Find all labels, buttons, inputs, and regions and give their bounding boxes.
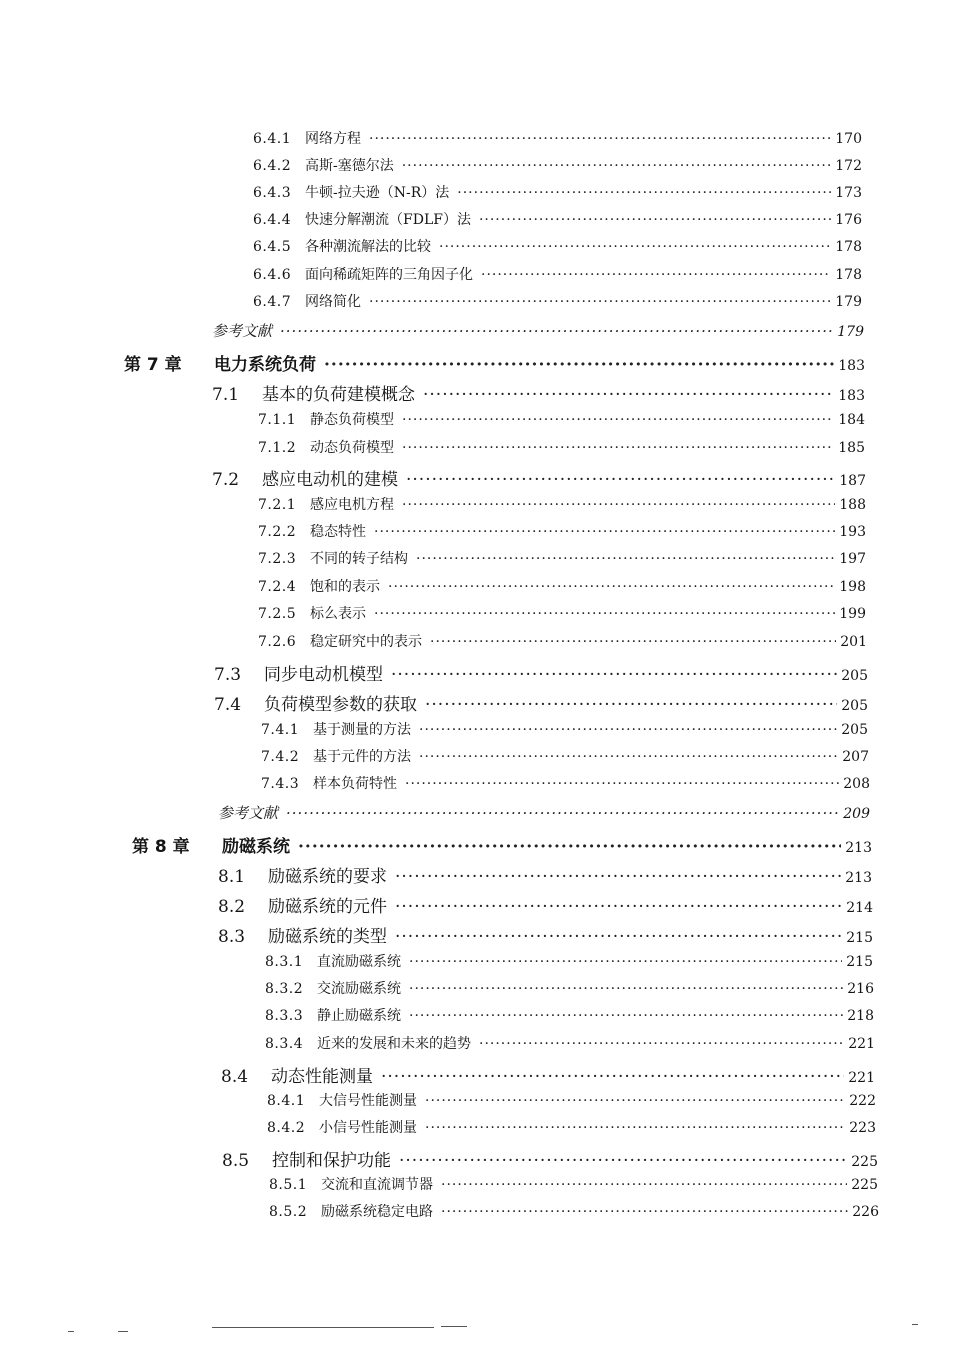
leader-dots — [425, 1093, 845, 1109]
entry-title: 励磁系统稳定电路 — [321, 1204, 433, 1220]
leader-dots — [409, 1008, 843, 1024]
leader-dots — [425, 1120, 845, 1136]
section-title: 励磁系统的类型 — [268, 927, 387, 947]
section-number: 8.2 — [218, 897, 246, 917]
page-number: 209 — [843, 806, 870, 822]
entry-number: 7.2.6 — [258, 634, 297, 650]
page-number: 197 — [839, 551, 866, 567]
leader-dots — [416, 551, 835, 567]
chapter-title: 励磁系统 — [222, 837, 290, 857]
entry-title: 小信号性能测量 — [319, 1120, 417, 1136]
section-number: 7.4 — [214, 695, 242, 715]
entry-title: 近来的发展和未来的趋势 — [317, 1036, 471, 1052]
scan-artifact — [212, 1327, 434, 1328]
entry-number: 6.4.2 — [253, 158, 292, 174]
page-number: 193 — [839, 524, 866, 540]
leader-dots — [369, 294, 831, 310]
entry-title: 大信号性能测量 — [319, 1093, 417, 1109]
entry-number: 6.4.4 — [253, 212, 292, 228]
entry-title: 直流励磁系统 — [317, 954, 401, 970]
toc-entry — [258, 521, 866, 541]
toc-entry — [267, 1117, 876, 1137]
page-number: 199 — [839, 606, 866, 622]
page-number: 178 — [835, 239, 862, 255]
scan-artifact — [441, 1326, 467, 1327]
entry-title: 感应电机方程 — [310, 497, 394, 513]
leader-dots — [324, 355, 834, 375]
toc-entry — [258, 576, 866, 596]
section-title: 感应电动机的建模 — [262, 470, 398, 490]
page-number: 218 — [847, 1008, 874, 1024]
toc-entry — [253, 128, 862, 148]
entry-title: 网络方程 — [305, 131, 361, 147]
section-number: 8.3 — [218, 927, 246, 947]
entry-number: 6.4.3 — [253, 185, 292, 201]
leader-dots — [402, 412, 834, 428]
section-title: 励磁系统的元件 — [268, 897, 387, 917]
toc-chapter-entry — [124, 350, 865, 375]
entry-title: 快速分解潮流（FDLF）法 — [305, 212, 471, 228]
toc-entry — [258, 603, 866, 623]
leader-dots — [405, 776, 839, 792]
page-number: 223 — [849, 1120, 876, 1136]
page-number: 184 — [838, 412, 865, 428]
page-number: 216 — [847, 981, 874, 997]
page-number: 183 — [838, 358, 865, 374]
toc-entry — [265, 978, 874, 998]
toc-entry — [261, 746, 869, 766]
toc-section-entry — [218, 862, 872, 887]
page-number: 179 — [835, 294, 862, 310]
toc-entry — [253, 182, 862, 202]
leader-dots — [402, 158, 832, 174]
entry-title: 稳态特性 — [310, 524, 366, 540]
entry-number: 6.4.5 — [253, 239, 292, 255]
entry-number: 6.4.7 — [253, 294, 292, 310]
entry-title: 面向稀疏矩阵的三角因子化 — [305, 267, 473, 283]
page-number: 226 — [852, 1204, 879, 1220]
toc-chapter-entry — [132, 832, 872, 857]
page-number: 213 — [845, 840, 872, 856]
page-number: 215 — [846, 954, 873, 970]
toc-section-entry — [222, 1146, 878, 1171]
entry-title: 基于元件的方法 — [313, 749, 411, 765]
section-number: 7.1 — [212, 385, 240, 405]
entry-number: 7.4.1 — [261, 722, 300, 738]
leader-dots — [479, 1036, 844, 1052]
toc-section-entry — [218, 892, 873, 917]
entry-title: 高斯-塞德尔法 — [305, 158, 394, 174]
entry-number: 7.2.4 — [258, 579, 297, 595]
page-number: 201 — [840, 634, 867, 650]
toc-entry — [261, 719, 868, 739]
entry-title: 参考文献 — [212, 322, 273, 340]
leader-dots — [481, 267, 831, 283]
toc-entry — [258, 631, 867, 651]
leader-dots — [395, 927, 842, 947]
entry-number: 7.1.2 — [258, 440, 297, 456]
leader-dots — [409, 954, 842, 970]
entry-number: 7.2.2 — [258, 524, 297, 540]
leader-dots — [381, 1067, 844, 1087]
entry-number: 6.4.1 — [253, 131, 292, 147]
toc-section-entry — [218, 922, 873, 947]
entry-number: 8.3.1 — [265, 954, 304, 970]
leader-dots — [402, 497, 835, 513]
entry-number: 8.3.2 — [265, 981, 304, 997]
entry-title: 静态负荷模型 — [310, 412, 394, 428]
scan-artifact — [68, 1331, 74, 1332]
toc-entry — [265, 1033, 875, 1053]
entry-number: 8.5.2 — [269, 1204, 308, 1220]
page-number: 225 — [851, 1177, 878, 1193]
page-number: 178 — [835, 267, 862, 283]
entry-number: 8.5.1 — [269, 1177, 308, 1193]
leader-dots — [391, 665, 837, 685]
page-number: 176 — [835, 212, 862, 228]
toc-entry — [253, 236, 862, 256]
entry-title: 标么表示 — [310, 606, 366, 622]
entry-number: 7.2.3 — [258, 551, 297, 567]
toc-entry — [253, 209, 862, 229]
leader-dots — [374, 524, 835, 540]
leader-dots — [430, 634, 836, 650]
page-number: 207 — [842, 749, 869, 765]
entry-title: 饱和的表示 — [310, 579, 380, 595]
toc-entry — [269, 1174, 878, 1194]
leader-dots — [374, 606, 835, 622]
page-number: 205 — [841, 668, 868, 684]
section-number: 8.4 — [221, 1067, 249, 1087]
toc-entry — [267, 1090, 876, 1110]
entry-title: 参考文献 — [218, 804, 279, 822]
toc-section-entry — [212, 465, 866, 490]
toc-entry — [258, 494, 866, 514]
leader-dots — [395, 897, 842, 917]
entry-number: 8.4.2 — [267, 1120, 306, 1136]
toc-entry — [253, 155, 862, 175]
toc-entry — [258, 548, 866, 568]
section-title: 励磁系统的要求 — [268, 867, 387, 887]
leader-dots — [369, 131, 831, 147]
entry-number: 7.4.3 — [261, 776, 300, 792]
page-number: 173 — [835, 185, 862, 201]
page-number: 221 — [848, 1070, 875, 1086]
leader-dots — [399, 1151, 847, 1171]
toc-entry — [265, 951, 873, 971]
toc-entry — [253, 291, 862, 311]
page-number: 183 — [838, 388, 865, 404]
leader-dots — [441, 1177, 847, 1193]
page-number: 215 — [846, 930, 873, 946]
toc-entry — [253, 264, 862, 284]
page-number: 213 — [845, 870, 872, 886]
leader-dots — [441, 1204, 848, 1220]
leader-dots — [286, 804, 839, 822]
page-number: 205 — [841, 722, 868, 738]
leader-dots — [419, 722, 837, 738]
leader-dots — [425, 695, 837, 715]
toc-section-entry — [214, 660, 868, 685]
entry-number: 7.2.5 — [258, 606, 297, 622]
entry-number: 6.4.6 — [253, 267, 292, 283]
leader-dots — [439, 239, 831, 255]
entry-title: 牛顿-拉夫逊（N-R）法 — [305, 185, 450, 201]
leader-dots — [406, 470, 835, 490]
leader-dots — [479, 212, 831, 228]
entry-title: 样本负荷特性 — [313, 776, 397, 792]
scan-artifact — [118, 1331, 128, 1332]
page-number: 222 — [849, 1093, 876, 1109]
section-title: 动态性能测量 — [271, 1067, 373, 1087]
entry-title: 静止励磁系统 — [317, 1008, 401, 1024]
section-title: 负荷模型参数的获取 — [264, 695, 417, 715]
page-number: 205 — [841, 698, 868, 714]
section-number: 8.5 — [222, 1151, 250, 1171]
toc-entry — [258, 409, 865, 429]
section-title: 控制和保护功能 — [272, 1151, 391, 1171]
entry-title: 基于测量的方法 — [313, 722, 411, 738]
page-number: 185 — [838, 440, 865, 456]
leader-dots — [419, 749, 838, 765]
leader-dots — [457, 185, 831, 201]
toc-entry-references — [212, 320, 864, 341]
page-number: 172 — [835, 158, 862, 174]
leader-dots — [423, 385, 834, 405]
toc-entry — [261, 773, 870, 793]
entry-number: 7.1.1 — [258, 412, 297, 428]
page-number: 208 — [843, 776, 870, 792]
leader-dots — [280, 322, 833, 340]
leader-dots — [388, 579, 835, 595]
page-number: 187 — [839, 473, 866, 489]
entry-title: 各种潮流解法的比较 — [305, 239, 431, 255]
entry-title: 不同的转子结构 — [310, 551, 408, 567]
toc-entry — [258, 437, 865, 457]
chapter-number: 第 7 章 — [124, 355, 182, 375]
section-title: 同步电动机模型 — [264, 665, 383, 685]
chapter-title: 电力系统负荷 — [214, 355, 316, 375]
page-number: 188 — [839, 497, 866, 513]
leader-dots — [395, 867, 841, 887]
toc-entry-references — [218, 802, 870, 823]
chapter-number: 第 8 章 — [132, 837, 190, 857]
entry-title: 交流和直流调节器 — [321, 1177, 433, 1193]
toc-entry — [269, 1201, 879, 1221]
page-number: 170 — [835, 131, 862, 147]
entry-number: 8.3.4 — [265, 1036, 304, 1052]
page-number: 225 — [851, 1154, 878, 1170]
page-number: 221 — [848, 1036, 875, 1052]
toc-section-entry — [214, 690, 868, 715]
page-number: 214 — [846, 900, 873, 916]
section-number: 8.1 — [218, 867, 246, 887]
toc-entry — [265, 1005, 874, 1025]
toc-section-entry — [212, 380, 865, 405]
leader-dots — [298, 837, 841, 857]
section-title: 基本的负荷建模概念 — [262, 385, 415, 405]
leader-dots — [402, 440, 834, 456]
entry-number: 8.4.1 — [267, 1093, 306, 1109]
entry-number: 8.3.3 — [265, 1008, 304, 1024]
entry-title: 动态负荷模型 — [310, 440, 394, 456]
page-number: 198 — [839, 579, 866, 595]
entry-title: 网络简化 — [305, 294, 361, 310]
entry-title: 稳定研究中的表示 — [310, 634, 422, 650]
entry-number: 7.2.1 — [258, 497, 297, 513]
page-number: 179 — [837, 324, 864, 340]
section-number: 7.2 — [212, 470, 240, 490]
leader-dots — [409, 981, 843, 997]
entry-title: 交流励磁系统 — [317, 981, 401, 997]
toc-section-entry — [221, 1062, 875, 1087]
section-number: 7.3 — [214, 665, 242, 685]
entry-number: 7.4.2 — [261, 749, 300, 765]
scan-artifact — [912, 1324, 918, 1325]
